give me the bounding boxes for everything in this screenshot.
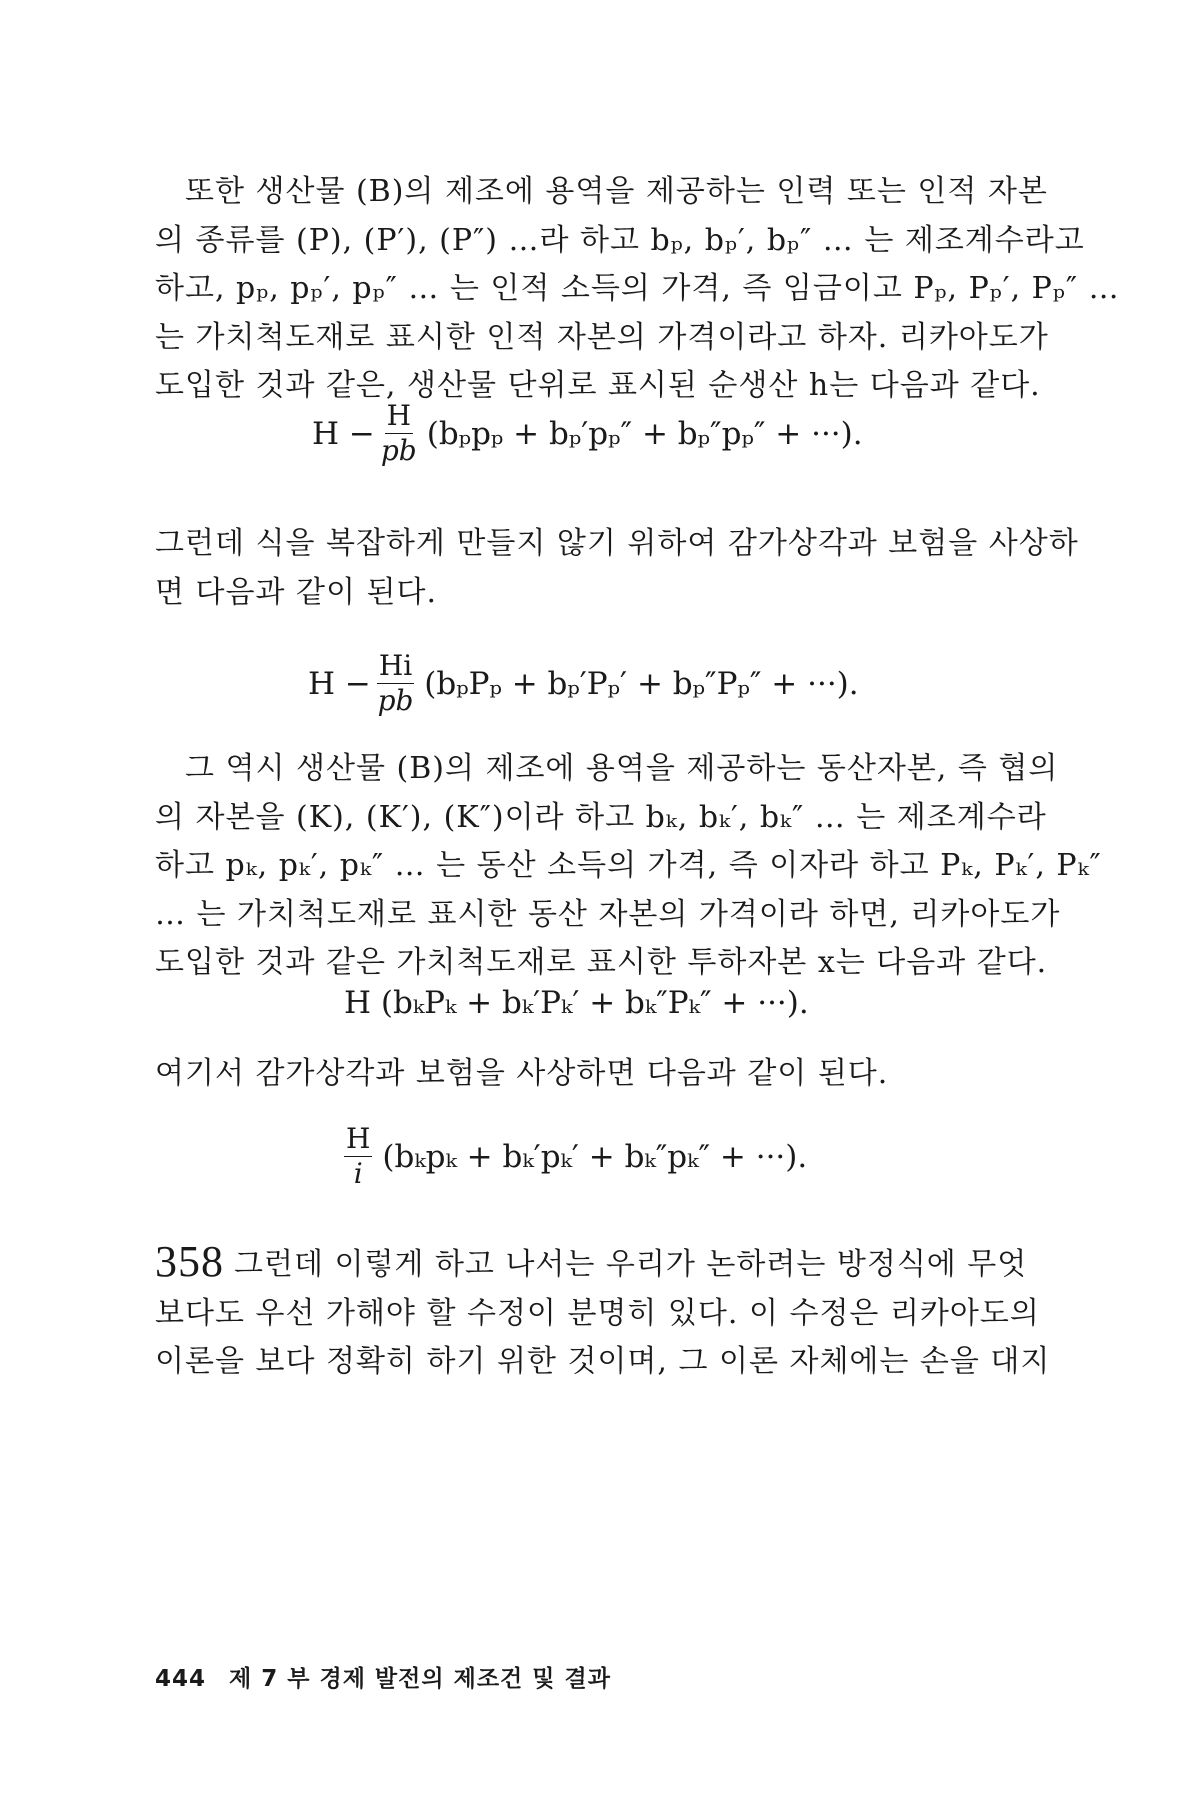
text-line	[155, 1238, 1045, 1290]
equation-lead: H −	[308, 665, 371, 702]
paragraph-movable-capital	[155, 745, 1102, 988]
running-head: 제 7 부 경제 발전의 제조건 및 결과	[229, 1666, 611, 1692]
text-line: … 는 가치척도재로 표시한 동산 자본의 가격이라 하면, 리카아도가	[155, 896, 1061, 932]
equation-net-product-simplified	[308, 649, 859, 717]
text-line: 의 자본을 (K), (K′), (K″)이라 하고 bₖ, bₖ′, bₖ″ … 는 제조계수라	[155, 799, 1047, 835]
text-line: 면 다음과 같이 된다.	[155, 574, 437, 610]
text-line: 또한 생산물 (B)의 제조에 용역을 제공하는 인력 또는 인적 자본	[185, 174, 1048, 209]
equation-body: H (bₖPₖ + bₖ′Pₖ′ + bₖ″Pₖ″ + ···).	[344, 985, 809, 1021]
fraction-numerator: H	[386, 399, 412, 432]
section-number: 358	[155, 1237, 224, 1286]
fraction-denominator: pb	[377, 684, 414, 717]
text-line: 하고, pₚ, pₚ′, pₚ″ … 는 인적 소득의 가격, 즉 임금이고 Pₚ, Pₚ′, Pₚ″ …	[155, 271, 1120, 306]
page-footer	[155, 1660, 611, 1693]
page-number: 444	[155, 1666, 207, 1692]
section-text: 그런데 이렇게 하고 나서는 우리가 논하려는 방정식에 무엇	[234, 1247, 1028, 1282]
fraction-denominator: i	[353, 1157, 363, 1190]
fraction-numerator: H	[346, 1122, 371, 1155]
text-line: 하고 pₖ, pₖ′, pₖ″ … 는 동산 소득의 가격, 즉 이자라 하고 Pₖ, Pₖ′, Pₖ″	[155, 848, 1102, 883]
equation-net-product	[312, 399, 863, 467]
equation-body: (bₖpₖ + bₖ′pₖ′ + bₖ″pₖ″ + ···).	[382, 1138, 808, 1175]
equation-lead: H −	[312, 415, 375, 452]
text-line: 도입한 것과 같은 가치척도재로 표시한 투하자본 x는 다음과 같다.	[155, 945, 1048, 980]
equation-body: (bₚpₚ + bₚ′pₚ″ + bₚ″pₚ″ + ···).	[426, 415, 863, 452]
equation-invested-capital	[340, 985, 809, 1021]
section-358	[155, 1237, 1051, 1387]
text-line: 이론을 보다 정확히 하기 위한 것이며, 그 이론 자체에는 손을 대지	[155, 1344, 1051, 1379]
paragraph-simplification	[155, 520, 1079, 617]
fraction-denominator: pb	[380, 434, 417, 467]
text-line: 는 가치척도재로 표시한 인적 자본의 가격이라고 하자. 리카아도가	[155, 319, 1049, 355]
text-line: 그런데 식을 복잡하게 만들지 않기 위하여 감가상각과 보험을 사상하	[155, 526, 1079, 561]
fraction-numerator: Hi	[378, 649, 413, 682]
equation-fraction	[377, 649, 414, 717]
text-line: 그 역시 생산물 (B)의 제조에 용역을 제공하는 동산자본, 즉 협의	[185, 751, 1059, 786]
text-line: 보다도 우선 가해야 할 수정이 분명히 있다. 이 수정은 리카아도의	[155, 1295, 1040, 1331]
equation-fraction	[344, 1122, 372, 1190]
paragraph-human-capital	[155, 168, 1120, 411]
text-line: 의 종류를 (P), (P′), (P″) …라 하고 bₚ, bₚ′, bₚ″ … 는 제조계수라고	[155, 222, 1085, 258]
equation-body: (bₚPₚ + bₚ′Pₚ′ + bₚ″Pₚ″ + ···).	[424, 665, 859, 702]
text-line: 도입한 것과 같은, 생산물 단위로 표시된 순생산 h는 다음과 같다.	[155, 368, 1041, 403]
text-line: 여기서 감가상각과 보험을 사상하면 다음과 같이 된다.	[155, 1056, 889, 1091]
equation-fraction	[380, 399, 417, 467]
equation-invested-capital-simplified	[338, 1122, 808, 1190]
paragraph-depreciation	[155, 1050, 1045, 1099]
